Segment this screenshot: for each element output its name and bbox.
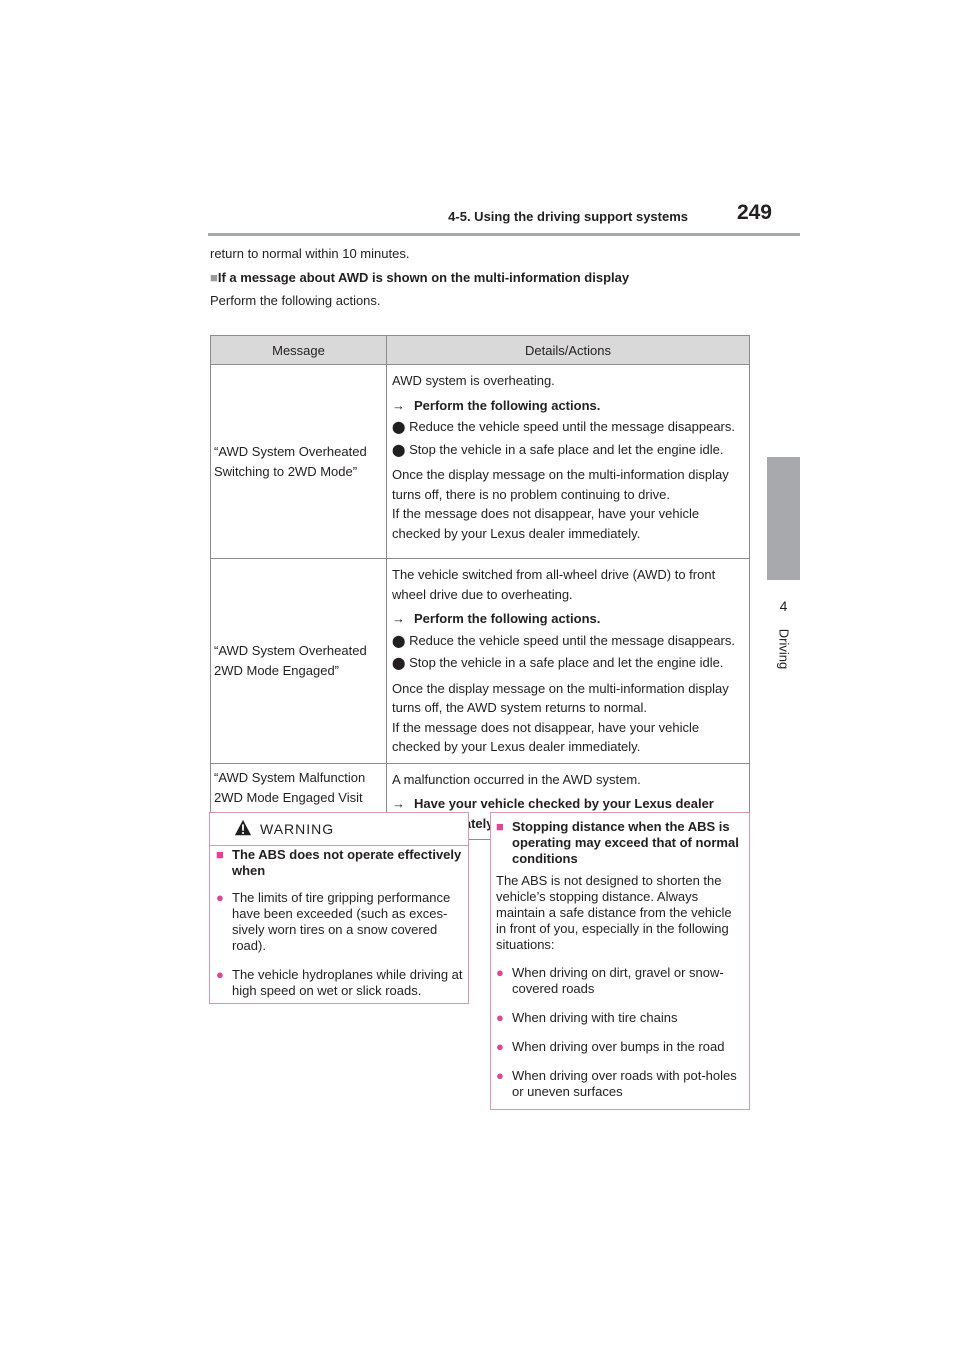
- circle-bullet-icon: ●: [496, 965, 504, 980]
- arrow-right-icon: →: [392, 397, 405, 413]
- warning-header: [210, 813, 468, 846]
- square-marker-icon: ■: [496, 819, 504, 834]
- circle-bullet-icon: ●: [496, 1010, 504, 1025]
- details-text: If the message does not disappear, have your vehicle checked by your Lexus dealer immediately.: [392, 506, 700, 541]
- list-item: ⬤ Stop the vehicle in a safe place and let the engine idle.: [392, 655, 724, 670]
- table-row: [211, 559, 750, 764]
- list-item: ● The limits of tire gripping performance have been exceeded (such as exces-sively worn tires on a snow covered road).: [216, 890, 451, 953]
- list-item: ⬤ Reduce the vehicle speed until the message disappears.: [392, 419, 735, 434]
- intro-text: Perform the following actions.: [210, 293, 381, 308]
- details-text: The vehicle switched from all-wheel drive (AWD) to front wheel drive due to overheating.: [392, 567, 716, 602]
- bullet-icon: ⬤: [392, 420, 406, 434]
- table-row: [211, 365, 750, 559]
- table-header-row: [211, 336, 750, 365]
- page-header: [208, 203, 800, 235]
- list-item: ● When driving over roads with pot-holes or uneven surfaces: [496, 1068, 737, 1099]
- details-text: Once the display message on the multi-information display turns off, the AWD system returns to normal.: [392, 680, 729, 715]
- square-marker-icon: ■: [216, 847, 224, 862]
- page-number: 249: [736, 201, 772, 224]
- circle-bullet-icon: ●: [496, 1039, 504, 1054]
- section-title: 4-5. Using the driving support systems: [448, 209, 688, 224]
- circle-bullet-icon: ●: [216, 967, 224, 982]
- list-item: ⬤ Stop the vehicle in a safe place and let the engine idle.: [392, 441, 724, 457]
- action-line: → Have your vehicle checked by your Lexus dealer: [392, 794, 745, 833]
- list-item: ● The vehicle hydroplanes while driving at high speed on wet or slick roads.: [216, 967, 463, 998]
- stopping-body: [496, 819, 742, 1100]
- bullet-icon: ⬤: [392, 656, 406, 670]
- warning-triangle-icon: [234, 819, 252, 837]
- details-text: If the message does not disappear, have your vehicle checked by your Lexus dealer immediately.: [392, 719, 700, 754]
- chapter-number: 4: [779, 598, 788, 614]
- chapter-tab: [767, 457, 800, 580]
- stopping-heading: ■ Stopping distance when the ABS is operating may exceed that of normal conditions: [496, 819, 739, 866]
- header-rule: [208, 233, 800, 236]
- message-cell: “AWD System Overheated Switching to 2WD Mode”: [211, 365, 387, 559]
- stopping-distance-box: [490, 812, 750, 1110]
- arrow-right-icon: →: [392, 611, 405, 626]
- list-item: ● When driving with tire chains: [496, 1010, 678, 1025]
- details-text: Once the display message on the multi-information display turns off, there is no problem continuing to drive.: [392, 467, 729, 502]
- column-header: Details/Actions: [387, 336, 750, 365]
- warning-body: [216, 847, 464, 999]
- details-text: AWD system is overheating.: [392, 373, 555, 388]
- details-text: A malfunction occurred in the AWD system.: [392, 771, 641, 787]
- list-item: ⬤ Reduce the vehicle speed until the message disappears.: [392, 632, 735, 648]
- bullet-icon: ⬤: [392, 633, 406, 648]
- warning-title: WARNING: [260, 821, 335, 837]
- action-line: → Perform the following actions.: [392, 396, 745, 416]
- circle-bullet-icon: ●: [216, 890, 224, 905]
- action-line: → Perform the following actions.: [392, 609, 745, 629]
- section-heading: ■If a message about AWD is shown on the multi-information display: [210, 270, 630, 285]
- details-cell: [387, 559, 750, 764]
- details-cell: [387, 365, 750, 559]
- square-marker-icon: ■: [210, 270, 218, 285]
- column-header: Message: [211, 336, 387, 365]
- warning-box: [209, 812, 469, 1004]
- body-line: return to normal within 10 minutes.: [210, 246, 410, 261]
- circle-bullet-icon: ●: [496, 1068, 504, 1083]
- message-table: [210, 335, 750, 840]
- bullet-icon: ⬤: [392, 442, 406, 457]
- message-cell: “AWD System Malfunction 2WD Mode Engaged Visit: [211, 763, 387, 840]
- arrow-right-icon: →: [392, 796, 405, 811]
- stopping-paragraph: The ABS is not designed to shorten the vehicle’s stopping distance. Always maintain a safe distance from the vehicle in front of you, especially in the following situations:: [496, 873, 732, 952]
- message-cell: “AWD System Overheated 2WD Mode Engaged”: [211, 559, 387, 764]
- list-item: ● When driving over bumps in the road: [496, 1039, 725, 1054]
- list-item: ● When driving on dirt, gravel or snow-covered roads: [496, 965, 724, 996]
- warning-heading: ■ The ABS does not operate effectively when: [216, 847, 462, 878]
- chapter-label: Driving: [776, 628, 792, 670]
